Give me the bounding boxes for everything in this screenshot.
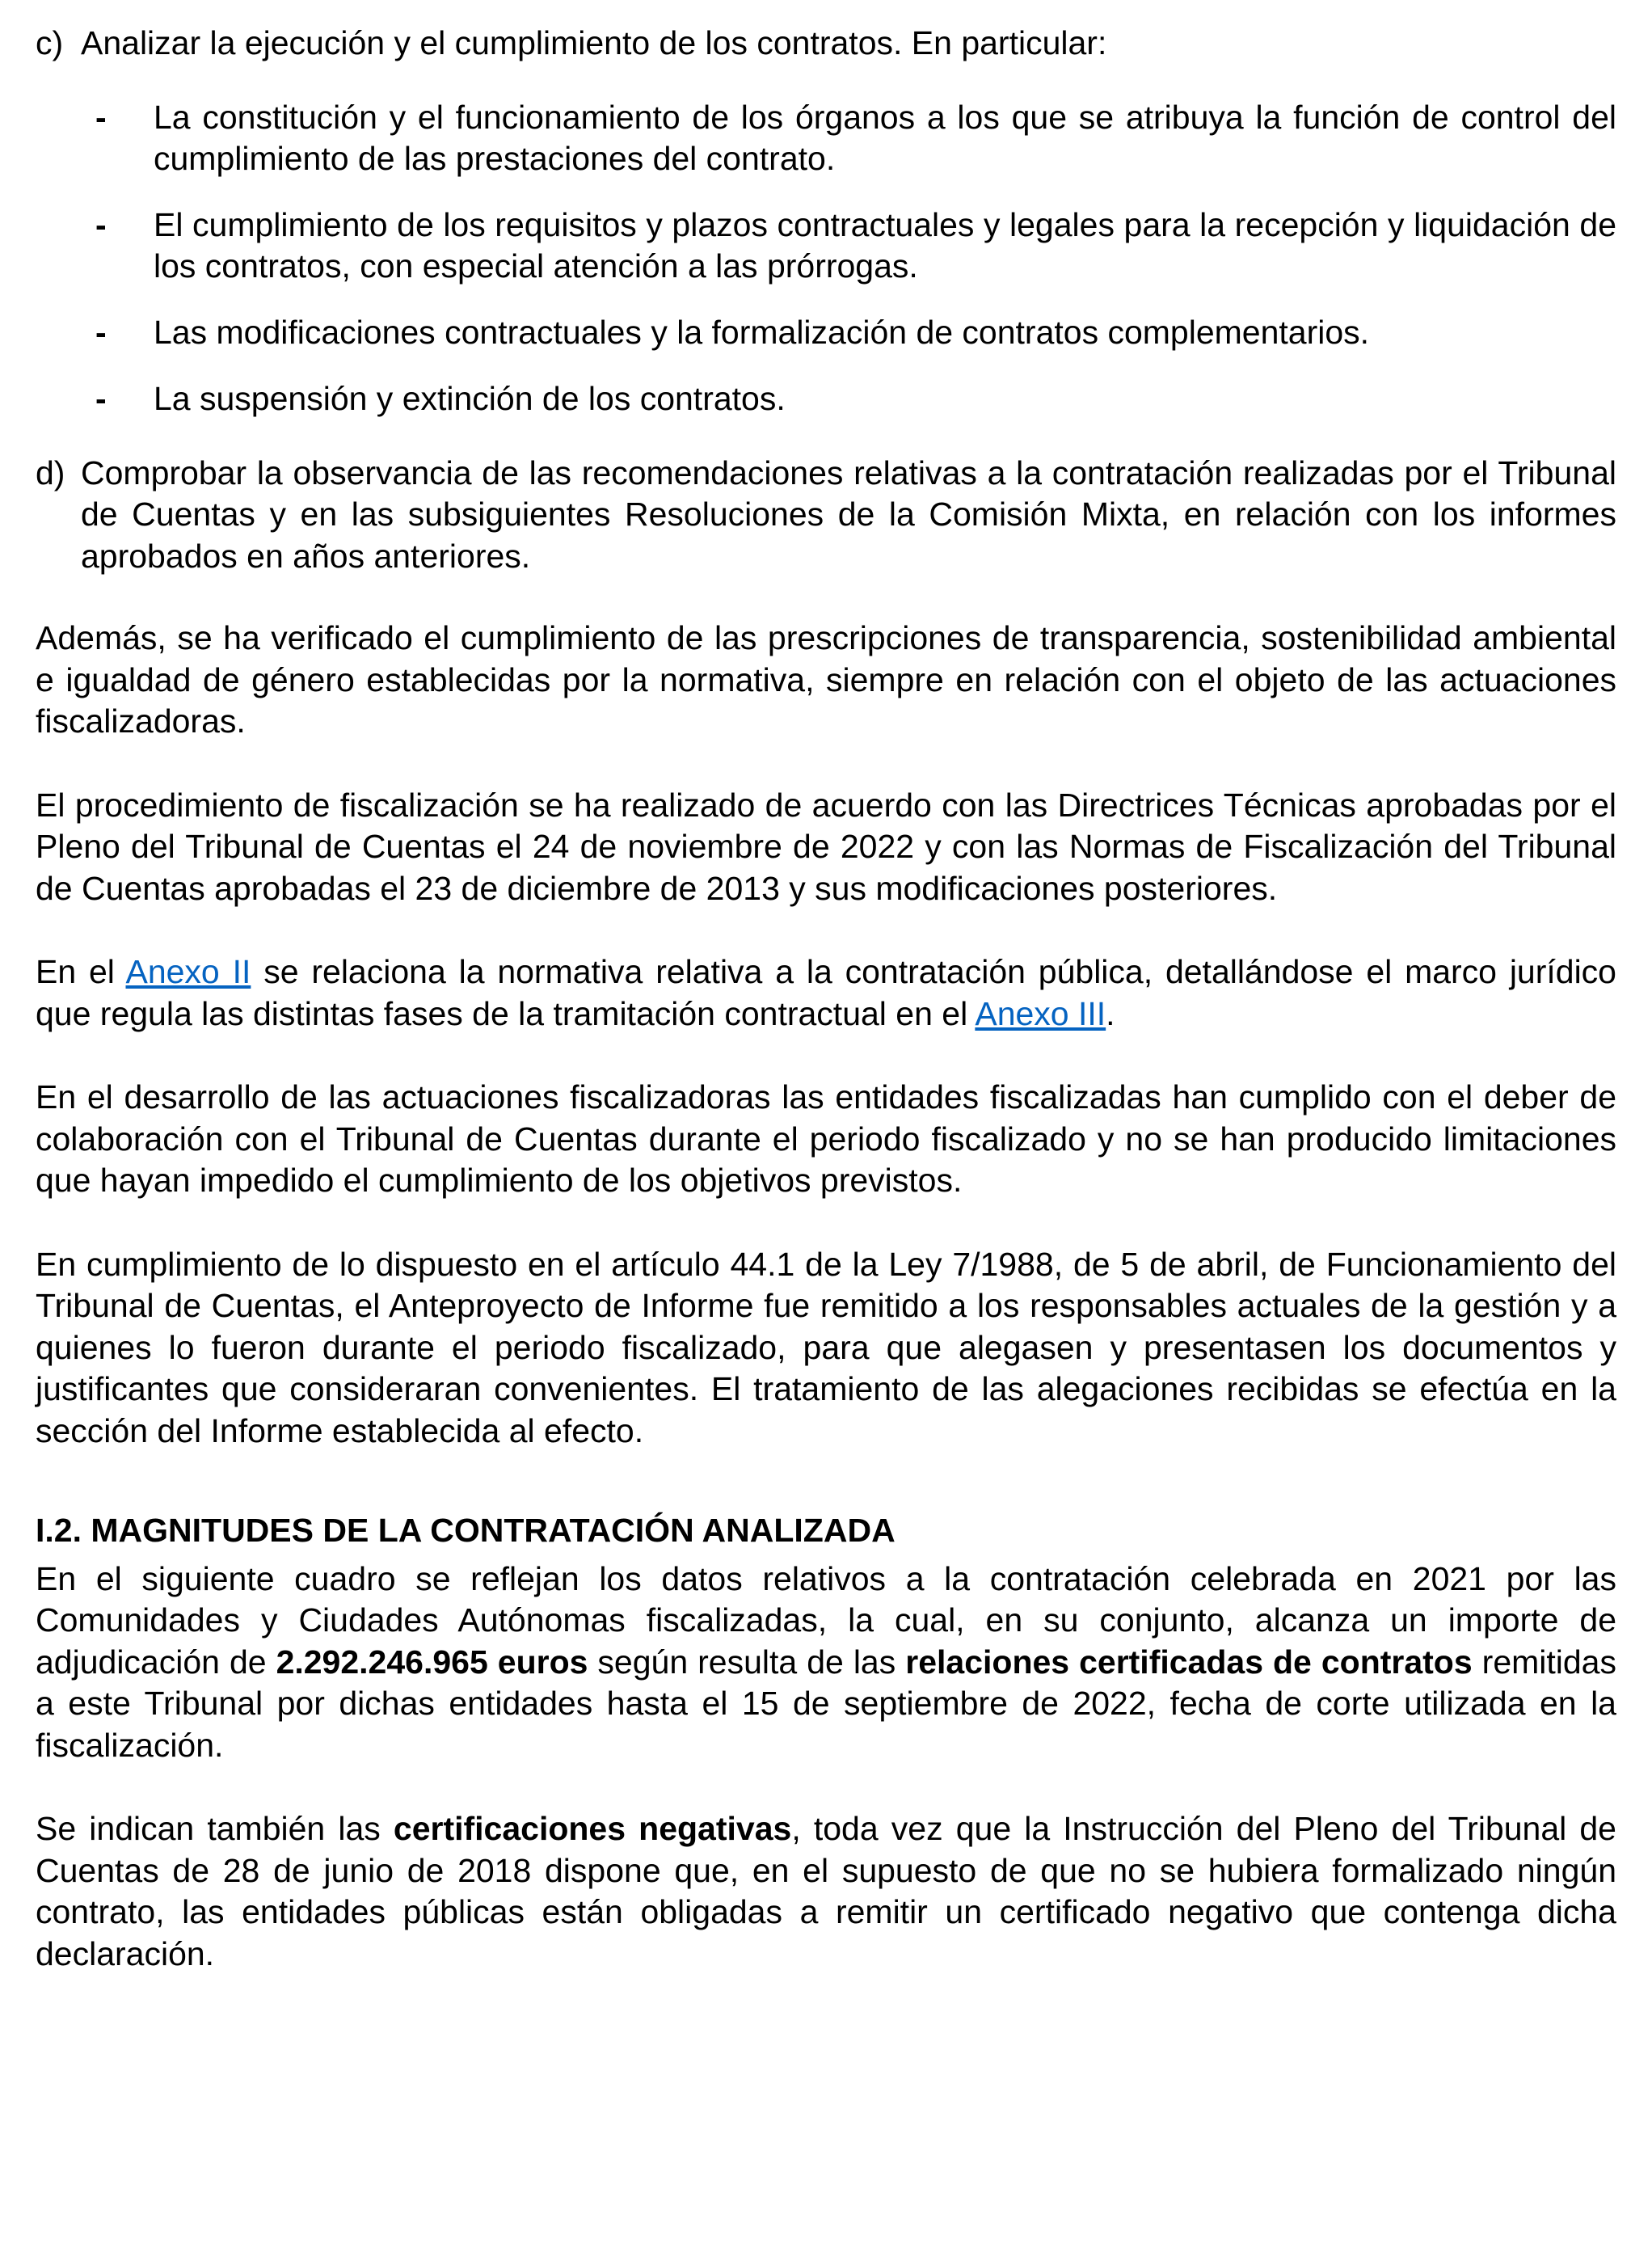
paragraph-collaboration: En el desarrollo de las actuaciones fiscalizadoras las entidades fiscalizadas han cumplido con el deber de colaboración con el Tribunal de Cuentas durante el periodo fiscalizado y no se han producido limitaciones que hayan impedido el cumplimiento de los objetivos previstos. bbox=[36, 1078, 1616, 1199]
bullet-item bbox=[36, 205, 1616, 288]
annex-text-3: . bbox=[1106, 994, 1115, 1032]
document-page bbox=[36, 23, 1616, 1975]
bullet-dash: - bbox=[95, 98, 107, 136]
magnitudes-text-1: En el siguiente cuadro se reflejan los datos relativos a la contratación celebrada en 2021 por las Comunidades y Ciudades Autónomas fiscalizadas, la cual, en su conjunto, alcanza un importe de adjudicación de bbox=[36, 1559, 1616, 1681]
annex-ii-link[interactable]: Anexo II bbox=[125, 953, 251, 990]
negative-certifications-term: certificaciones negativas bbox=[393, 1810, 792, 1847]
annex-text-1: En el bbox=[36, 953, 126, 990]
negative-text-2: , toda vez que la Instrucción del Pleno del Tribunal de Cuentas de 28 de junio de 2018 dispone que, en el supuesto de que no se hubiera formalizado ningún contrato, las entidades públicas están obligadas a remitir un certificado negativo que contenga dicha declaración. bbox=[36, 1810, 1616, 1972]
bullet-dash: - bbox=[95, 380, 107, 417]
certified-relations-term: relaciones certificadas de contratos bbox=[905, 1643, 1473, 1681]
bullet-text: El cumplimiento de los requisitos y plazos contractuales y legales para la recepción y liquidación de los contratos, con especial atención a las prórrogas. bbox=[154, 205, 1616, 285]
paragraph-negative-certifications bbox=[36, 1808, 1616, 1975]
bullet-item bbox=[36, 378, 1616, 420]
paragraph-allegations: En cumplimiento de lo dispuesto en el artículo 44.1 de la Ley 7/1988, de 5 de abril, de Funcionamiento del Tribunal de Cuentas, el Anteproyecto de Informe fue remitido a los responsables actuales de la gestión y a quienes lo fueron durante el periodo fiscalizado, para que alegasen y presentasen los documentos y justificantes que consideraran convenientes. El tratamiento de las alegaciones recibidas se efectúa en la sección del Informe establecida al efecto. bbox=[36, 1245, 1616, 1449]
bullet-item bbox=[36, 97, 1616, 180]
bullet-text: La constitución y el funcionamiento de los órganos a los que se atribuya la función de control del cumplimiento de las prestaciones del contrato. bbox=[154, 98, 1616, 177]
list-item-d-text: Comprobar la observancia de las recomendaciones relativas a la contratación realizadas por el Tribunal de Cuentas y en las subsiguientes Resoluciones de la Comisión Mixta, en relación con los informes aprobados en años anteriores. bbox=[81, 453, 1616, 575]
magnitudes-text-3: remitidas a este Tribunal por dichas entidades hasta el 15 de septiembre de 2022, fecha de corte utilizada en la fiscalización. bbox=[36, 1643, 1616, 1764]
section-heading: I.2. MAGNITUDES DE LA CONTRATACIÓN ANALIZADA bbox=[36, 1512, 896, 1549]
paragraph-procedure: El procedimiento de fiscalización se ha realizado de acuerdo con las Directrices Técnicas aprobadas por el Pleno del Tribunal de Cuentas el 24 de noviembre de 2022 y con las Normas de Fiscalización del Tribunal de Cuentas aprobadas el 23 de diciembre de 2013 y sus modificaciones posteriores. bbox=[36, 786, 1616, 907]
annex-iii-link[interactable]: Anexo III bbox=[975, 994, 1106, 1032]
bullet-dash: - bbox=[95, 205, 107, 243]
list-marker-d: d) bbox=[36, 453, 65, 491]
bullet-item bbox=[36, 312, 1616, 354]
bullet-text: Las modificaciones contractuales y la formalización de contratos complementarios. bbox=[154, 313, 1370, 351]
paragraph-transparency: Además, se ha verificado el cumplimiento de las prescripciones de transparencia, sostenibilidad ambiental e igualdad de género establecidas por la normativa, siempre en relación con el objeto de las actuaciones fiscalizadoras. bbox=[36, 619, 1616, 740]
list-item-c-text: Analizar la ejecución y el cumplimiento de los contratos. En particular: bbox=[81, 24, 1107, 61]
bullet-text: La suspensión y extinción de los contratos. bbox=[154, 380, 786, 417]
paragraph-magnitudes bbox=[36, 1559, 1616, 1767]
annex-text-2: se relaciona la normativa relativa a la contratación pública, detallándose el marco jurídico que regula las distintas fases de la tramitación contractual en el bbox=[36, 953, 1616, 1032]
award-amount: 2.292.246.965 euros bbox=[276, 1643, 588, 1681]
negative-text-1: Se indican también las bbox=[36, 1810, 394, 1847]
bullet-dash: - bbox=[95, 313, 107, 351]
list-item-d bbox=[36, 453, 1616, 578]
paragraph-annexes bbox=[36, 951, 1616, 1035]
magnitudes-text-2: según resulta de las bbox=[588, 1643, 906, 1681]
list-marker-c: c) bbox=[36, 24, 64, 61]
list-item-c bbox=[36, 23, 1616, 65]
